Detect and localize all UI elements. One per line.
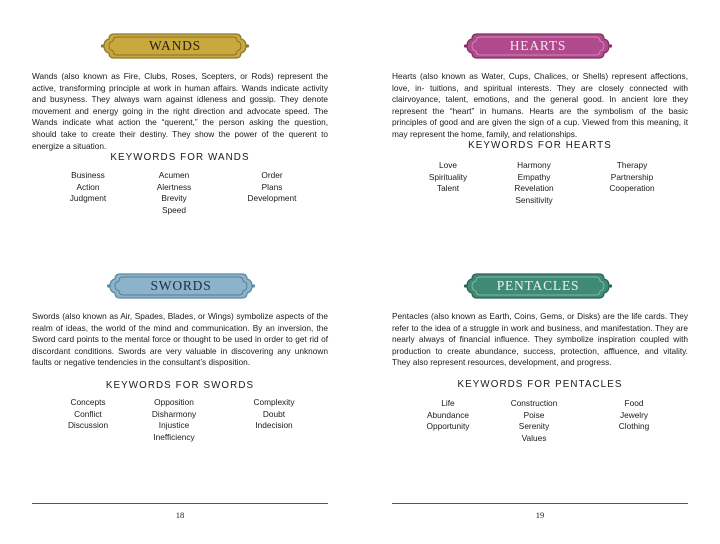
keyword: Serenity (518, 421, 550, 432)
text-line: Swords (also known as Air, Spades, Blades, or Wings) symbolize aspects of the realm (32, 311, 328, 333)
keyword-column (136, 170, 212, 217)
text-line: Hearts are the symbolism of the basic principles of good and are given the sign of a (392, 105, 688, 128)
text-line: the idea of a struggle in work and business, and manifestation. They are nearly always (392, 322, 688, 345)
swords-description (32, 311, 328, 369)
text-line: show the power of the querent to energize a situation. (32, 128, 328, 151)
keyword-column (232, 170, 312, 205)
wands-banner (100, 30, 250, 62)
keyword: Therapy (616, 160, 648, 170)
text-line: Hearts (also known as Water, Cups, Chalices, or Shells) represent affections, love, in- (392, 71, 688, 93)
keyword: Partnership (610, 171, 654, 182)
right-page (360, 0, 720, 544)
swords-keywords-heading: KEYWORDS FOR SWORDS (105, 380, 255, 391)
text-line: tuitions, and spiritual interests. They are closely connected with clairvoyance, talent, (392, 82, 688, 105)
keyword: Speed (162, 205, 186, 216)
keyword: Sensitivity (515, 195, 553, 206)
keyword: Harmony (517, 160, 551, 170)
keyword-column (52, 170, 124, 205)
keyword: Alertness (156, 181, 192, 192)
keyword: Jewelry (619, 409, 649, 420)
keyword: Conflict (74, 408, 102, 419)
pentacles-description (392, 311, 688, 369)
keyword: Plans (261, 181, 283, 192)
keyword: Judgment (69, 193, 107, 204)
text-line: of financial influence. They symbolize inspiration coupled with production to create (392, 334, 688, 356)
keyword: Indecision (255, 420, 293, 431)
keyword: Concepts (70, 397, 106, 407)
keyword: Action (76, 181, 100, 192)
keyword: Poise (523, 409, 545, 420)
keyword: Discussion (67, 420, 109, 431)
keyword: Spirituality (428, 171, 468, 182)
text-line: tendencies in the consultant’s disposition. (97, 357, 251, 368)
hearts-title: HEARTS (509, 38, 567, 53)
keyword: Disharmony (151, 408, 197, 419)
hearts-banner (463, 30, 613, 62)
keyword: Revelation (514, 183, 554, 194)
footer-rule (32, 503, 328, 504)
keyword-column (136, 397, 212, 444)
keyword: Cooperation (609, 183, 655, 194)
keyword: Inefficiency (153, 432, 195, 443)
keyword: Clothing (618, 421, 650, 432)
footer-rule (392, 503, 688, 504)
text-line: of ideas, the world of the mind and communication. By an inversion, the Sword card (32, 322, 328, 345)
pentacles-banner (463, 270, 613, 302)
wands-keywords-heading: KEYWORDS FOR WANDS (110, 152, 250, 163)
wands-title: WANDS (148, 38, 201, 53)
text-line: emotions, and the general good. In ancient lore they represent the “heart” in humans. (392, 94, 689, 116)
keyword-column (52, 397, 124, 432)
text-line: Pentacles (also known as Earth, Coins, Gems, or Disks) are the life cards. They refer to (392, 311, 688, 333)
keyword: Complexity (253, 397, 295, 407)
keyword-column (594, 398, 674, 433)
text-line: They always warn against idleness and gossip. They denote movement and energy (32, 94, 329, 116)
page-number: 19 (535, 510, 545, 520)
keyword-column (410, 398, 486, 433)
hearts-keywords-heading: KEYWORDS FOR HEARTS (468, 140, 612, 151)
keyword: Love (439, 160, 457, 170)
keyword: Abundance (427, 409, 469, 420)
keyword: Food (624, 398, 644, 408)
text-line: transforming principle at work in human affairs. Wands indicate activity and busyness. (32, 82, 328, 105)
keyword-column (410, 160, 486, 195)
text-line: cup. Viewed from this meaning, it may represent the home, family, and relationships. (392, 117, 688, 139)
wands-description (32, 71, 328, 152)
text-line: conditions. Swords are very valuable in discovering any unknown faults or negative (32, 345, 328, 368)
keyword: Talent (436, 183, 460, 194)
page-number: 18 (175, 510, 185, 520)
keyword: Business (71, 170, 105, 180)
swords-title: SWORDS (150, 278, 212, 293)
text-line: development, and progress. (508, 357, 612, 368)
pentacles-keywords-heading: KEYWORDS FOR PENTACLES (457, 379, 623, 390)
keyword-column (496, 398, 572, 445)
keyword: Doubt (262, 408, 286, 419)
text-line: abundance, success, protection, affluence, and vitality. They also represent resources, (392, 345, 688, 368)
pentacles-title: PENTACLES (496, 278, 580, 293)
keyword: Construction (510, 398, 558, 408)
keyword-column (592, 160, 672, 195)
keyword-column (496, 160, 572, 207)
keyword: Injustice (158, 420, 190, 431)
swords-banner (106, 270, 256, 302)
keyword: Empathy (517, 171, 551, 182)
keyword: Order (261, 170, 283, 180)
keyword: Opportunity (426, 421, 470, 432)
keyword: Values (521, 433, 547, 444)
keyword: Brevity (161, 193, 187, 204)
text-line: “querent,” the person asking the question, should take to create their destiny. They (32, 117, 329, 139)
keyword: Development (247, 193, 297, 204)
keyword: Acumen (158, 170, 190, 180)
keyword-column (234, 397, 314, 432)
keyword: Opposition (154, 397, 194, 407)
hearts-description (392, 71, 688, 141)
text-line: points to the mental force or thought to be used in order to get rid of discordant (32, 334, 328, 356)
keyword: Life (441, 398, 455, 408)
text-line: Wands (also known as Fire, Clubs, Roses, Scepters, or Rods) represent the active, (32, 71, 328, 93)
text-line: going in the right direction and advocate speed. The Wands indicate what action the (32, 105, 328, 128)
